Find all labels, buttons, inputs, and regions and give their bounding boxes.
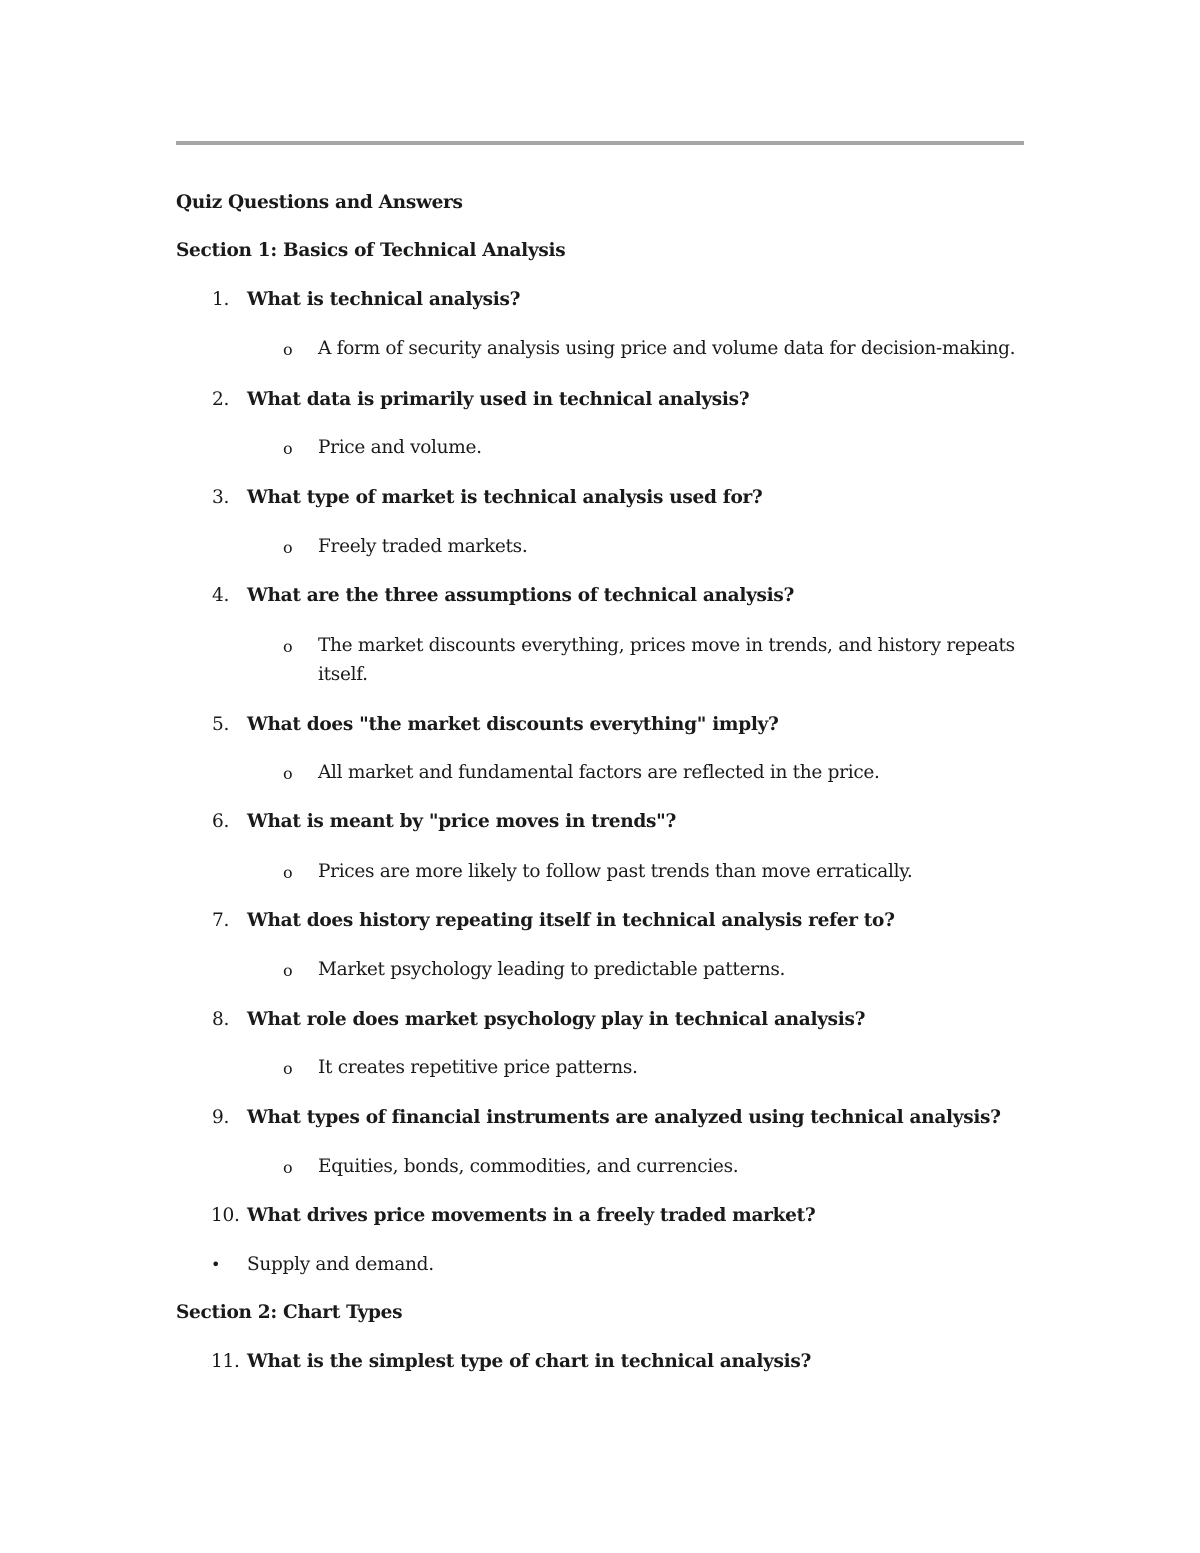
question-text: What type of market is technical analysis used for?: [247, 487, 763, 508]
question-number: 5.: [212, 714, 230, 735]
question-text: What is meant by "price moves in trends"?: [247, 811, 677, 832]
answer-text: Supply and demand.: [247, 1254, 434, 1275]
document-title: Quiz Questions and Answers: [176, 192, 463, 213]
question-number: 7.: [212, 910, 230, 931]
answer-text: Freely traded markets.: [318, 536, 528, 557]
question-text: What types of financial instruments are analyzed using technical analysis?: [247, 1107, 1001, 1128]
answer-marker: o: [283, 1059, 293, 1078]
answer-marker: o: [283, 764, 293, 783]
horizontal-rule: [176, 141, 1024, 145]
question-text: What does "the market discounts everything" imply?: [247, 714, 779, 735]
question-text: What role does market psychology play in technical analysis?: [247, 1009, 866, 1030]
question-number: 3.: [212, 487, 230, 508]
question-number: 6.: [212, 811, 230, 832]
question-text: What is technical analysis?: [247, 289, 521, 310]
answer-marker: o: [283, 439, 293, 458]
question-number: 8.: [212, 1009, 230, 1030]
question-number: 9.: [212, 1107, 230, 1128]
question-number: 4.: [212, 585, 230, 606]
answer-text: The market discounts everything, prices move in trends, and history repeats: [318, 635, 1015, 656]
answer-marker: o: [283, 538, 293, 557]
question-text: What drives price movements in a freely traded market?: [247, 1205, 816, 1226]
answer-text-continued: itself.: [318, 664, 368, 685]
answer-text: A form of security analysis using price and volume data for decision-making.: [318, 338, 1016, 359]
answer-marker: o: [283, 863, 293, 882]
answer-marker: o: [283, 961, 293, 980]
answer-text: Price and volume.: [318, 437, 482, 458]
question-number: 2.: [212, 389, 230, 410]
question-number: 11.: [211, 1351, 240, 1372]
question-number: 10.: [211, 1205, 240, 1226]
question-text: What are the three assumptions of technical analysis?: [247, 585, 795, 606]
question-text: What is the simplest type of chart in technical analysis?: [247, 1351, 812, 1372]
question-text: What data is primarily used in technical analysis?: [247, 389, 750, 410]
answer-marker: o: [283, 340, 293, 359]
answer-marker: o: [283, 637, 293, 656]
answer-text: All market and fundamental factors are reflected in the price.: [318, 762, 880, 783]
answer-text: Equities, bonds, commodities, and currencies.: [318, 1156, 739, 1177]
answer-text: Market psychology leading to predictable patterns.: [318, 959, 786, 980]
section-heading-1: Section 1: Basics of Technical Analysis: [176, 240, 566, 261]
answer-text: Prices are more likely to follow past trends than move erratically.: [318, 861, 913, 882]
bullet-marker: •: [211, 1255, 221, 1274]
question-number: 1.: [212, 289, 230, 310]
answer-marker: o: [283, 1158, 293, 1177]
section-heading-2: Section 2: Chart Types: [176, 1302, 403, 1323]
question-text: What does history repeating itself in technical analysis refer to?: [247, 910, 895, 931]
answer-text: It creates repetitive price patterns.: [318, 1057, 638, 1078]
